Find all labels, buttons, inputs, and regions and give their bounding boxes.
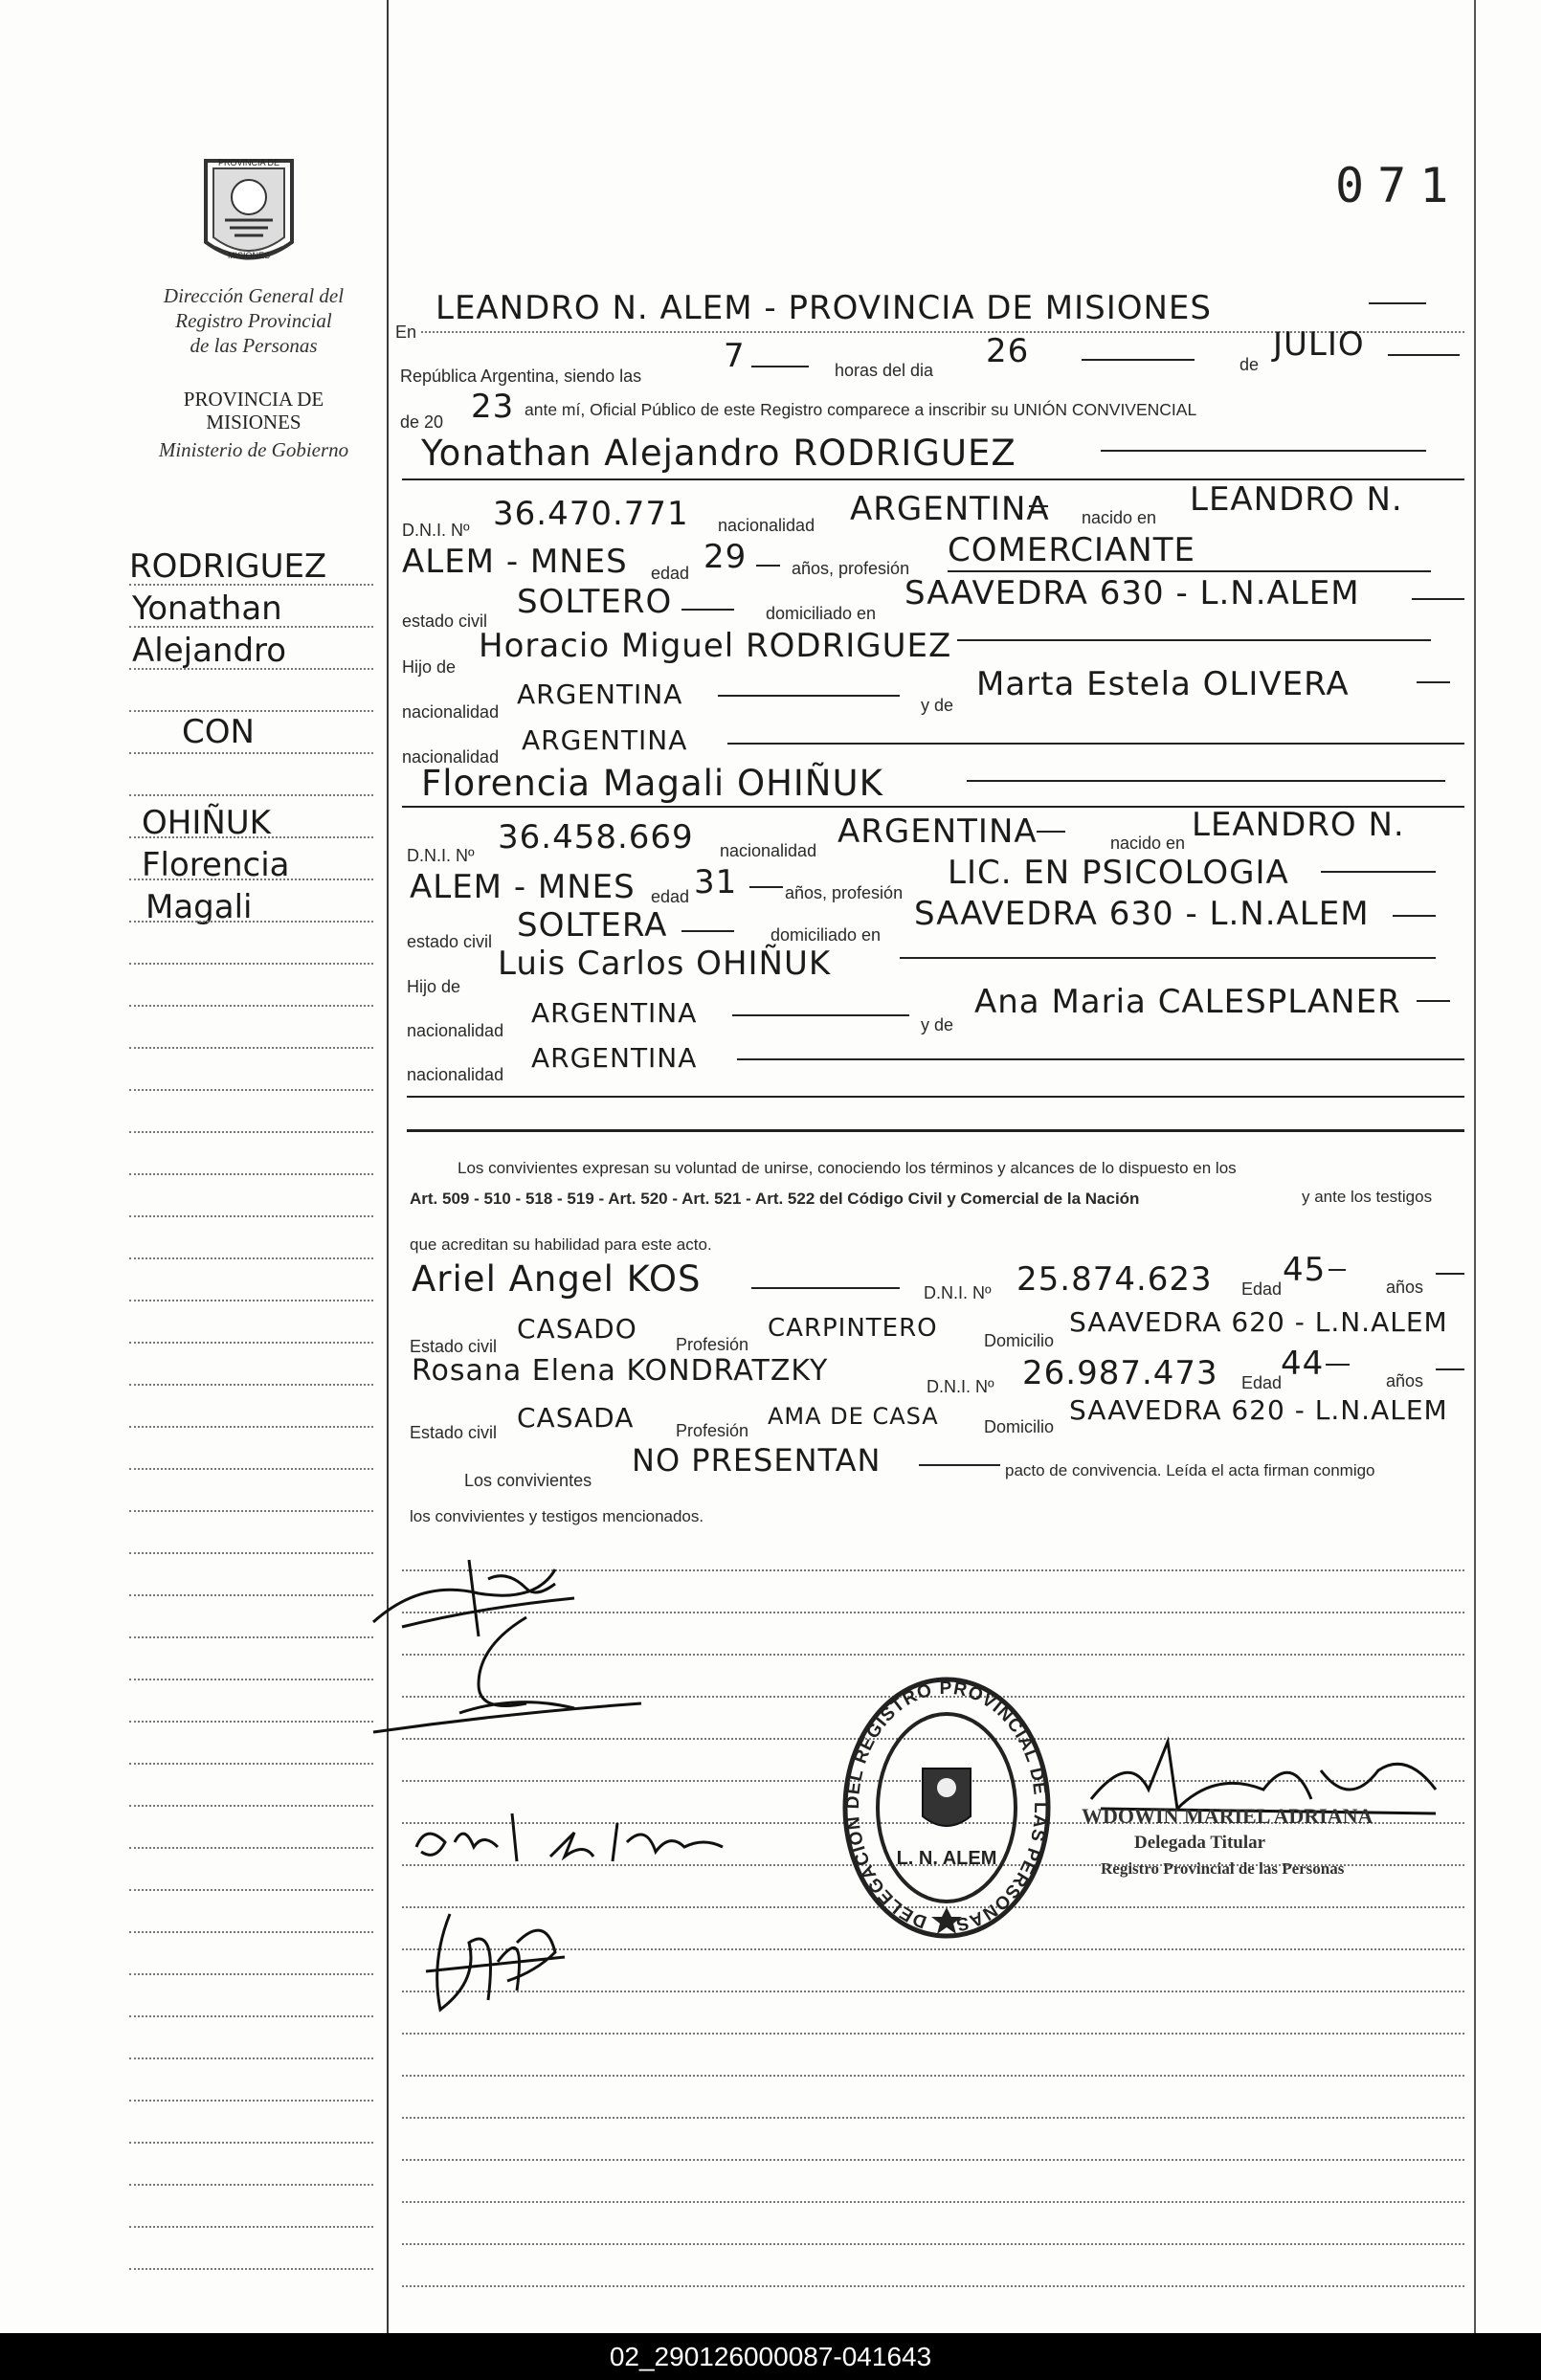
stamp-emblem xyxy=(923,1768,971,1826)
witness1-civil-value: CASADO xyxy=(517,1313,637,1345)
witness1-profession-value: CARPINTERO xyxy=(768,1314,938,1343)
person2-domicilio-label: domiciliado en xyxy=(770,925,882,945)
person2-address-value: SAAVEDRA 630 - L.N.ALEM xyxy=(914,895,1370,933)
margin-line-surname-2: OHIÑUK xyxy=(142,804,271,842)
person2-father-value: Luis Carlos OHIÑUK xyxy=(498,945,832,983)
agency-name xyxy=(124,283,383,358)
stamp-center-text: L. N. ALEM xyxy=(896,1848,997,1869)
person2-dni-label: D.N.I. Nº xyxy=(407,846,475,865)
person1-father-nac-label: nacionalidad xyxy=(402,702,500,722)
signature-witness-2 xyxy=(421,1904,574,2029)
signature-party-2 xyxy=(364,1608,651,1742)
person2-birthplace-1: LEANDRO N. xyxy=(1192,806,1405,844)
witness1-address-value: SAAVEDRA 620 - L.N.ALEM xyxy=(1069,1306,1448,1338)
declaration-line-2-tail: y ante los testigos xyxy=(1302,1188,1433,1206)
province-name xyxy=(124,388,383,434)
ministry-name: Ministerio de Gobierno xyxy=(158,438,349,461)
person2-profession-value: LIC. EN PSICOLOGIA xyxy=(948,854,1289,892)
official-office: Registro Provincial de las Personas xyxy=(1101,1859,1345,1878)
seal-text-top: PROVINCIA DE xyxy=(217,158,280,167)
hour-value: 7 xyxy=(724,337,746,375)
person1-father-nationality: ARGENTINA xyxy=(517,678,683,710)
person1-mother-value: Marta Estela OLIVERA xyxy=(976,665,1350,703)
person2-civil-value: SOLTERA xyxy=(517,906,668,945)
seal-text-bottom: MISIONES xyxy=(227,251,271,260)
person1-birthplace-1: LEANDRO N. xyxy=(1190,480,1403,519)
month-value: JULIO xyxy=(1273,325,1365,364)
witness1-estado-label: Estado civil xyxy=(410,1337,498,1356)
person1-edad-label: edad xyxy=(651,564,690,583)
province-line-2: MISIONES xyxy=(206,411,302,434)
witness1-dni-value: 25.874.623 xyxy=(1016,1260,1213,1299)
stamp-ring-text: DELEGACION DEL REGISTRO PROVINCIAL DE LAS PERSONAS xyxy=(842,1678,1051,1935)
person1-mother-nationality: ARGENTINA xyxy=(522,724,688,756)
witness2-address-value: SAAVEDRA 620 - L.N.ALEM xyxy=(1069,1394,1448,1426)
agency-line-2: Registro Provincial xyxy=(175,309,332,332)
closing-suffix: pacto de convivencia. Leída el acta firman conmigo xyxy=(1005,1461,1375,1479)
de-label: de xyxy=(1240,355,1260,374)
official-title: Delegada Titular xyxy=(1134,1833,1266,1853)
coat-of-arms-seal xyxy=(187,151,311,276)
witness2-domicilio-label: Domicilio xyxy=(984,1417,1055,1436)
witness2-anios-label: años xyxy=(1386,1371,1424,1390)
pact-answer: NO PRESENTAN xyxy=(632,1442,882,1479)
signature-official xyxy=(1072,1732,1455,1847)
person1-nacido-label: nacido en xyxy=(1082,508,1157,527)
province-line-1: PROVINCIA DE xyxy=(183,388,324,411)
person1-full-name: Yonathan Alejandro RODRIGUEZ xyxy=(421,433,1016,474)
margin-line-name-2: Alejandro xyxy=(132,632,287,670)
person1-age-value: 29 xyxy=(704,538,748,576)
person2-profesion-label: años, profesión xyxy=(785,883,904,902)
witness1-age-value: 45 xyxy=(1283,1251,1327,1289)
place-value: LEANDRO N. ALEM - PROVINCIA DE MISIONES xyxy=(436,292,1212,324)
person1-y-de-label: y de xyxy=(921,696,954,715)
person1-address-value: SAAVEDRA 630 - L.N.ALEM xyxy=(904,574,1360,612)
person1-nacionalidad-label: nacionalidad xyxy=(718,516,815,535)
witness1-dni-label: D.N.I. Nº xyxy=(924,1283,992,1302)
person1-estado-label: estado civil xyxy=(402,612,488,631)
right-border-line xyxy=(1474,0,1476,2333)
intro-text: ante mí, Oficial Público de este Registro comparece a inscribir su UNIÓN CONVIVENCIAL xyxy=(525,400,1197,419)
year-suffix: 23 xyxy=(471,388,515,426)
witness2-age-value: 44 xyxy=(1281,1345,1325,1383)
witness2-profesion-label: Profesión xyxy=(676,1421,749,1440)
agency-line-3: de las Personas xyxy=(190,334,318,357)
person2-age-value: 31 xyxy=(694,863,738,901)
person2-father-nac-label: nacionalidad xyxy=(407,1021,504,1040)
page-number: 071 xyxy=(1335,158,1463,213)
margin-line-name-3: Florencia xyxy=(142,846,290,884)
witness2-estado-label: Estado civil xyxy=(410,1423,498,1442)
horas-label: horas del dia xyxy=(835,361,934,380)
witness2-civil-value: CASADA xyxy=(517,1402,635,1434)
person2-edad-label: edad xyxy=(651,887,690,906)
person2-nacido-label: nacido en xyxy=(1110,834,1186,853)
witness1-edad-label: Edad xyxy=(1241,1279,1283,1299)
agency-line-1: Dirección General del xyxy=(163,284,345,307)
person1-domicilio-label: domiciliado en xyxy=(766,604,877,623)
en-label: En xyxy=(395,323,417,342)
person2-mother-nationality: ARGENTINA xyxy=(531,1042,698,1074)
signature-witness-1 xyxy=(407,1804,751,1880)
witness1-anios-label: años xyxy=(1386,1278,1424,1297)
person2-estado-label: estado civil xyxy=(407,932,493,951)
republica-label: República Argentina, siendo las xyxy=(400,367,642,386)
person1-birthplace-2: ALEM - MNES xyxy=(402,543,628,581)
declaration-line-3: que acreditan su habilidad para este acto. xyxy=(410,1235,712,1254)
margin-line-name-1: Yonathan xyxy=(132,589,282,628)
witness2-dni-label: D.N.I. Nº xyxy=(927,1377,994,1396)
witness2-edad-label: Edad xyxy=(1241,1373,1283,1392)
margin-line-con: CON xyxy=(182,713,255,751)
person1-father-value: Horacio Miguel RODRIGUEZ xyxy=(479,627,952,665)
person1-dni-label: D.N.I. Nº xyxy=(402,521,470,540)
closing-line-2: los convivientes y testigos mencionados. xyxy=(410,1507,704,1525)
declaration-line-1: Los convivientes expresan su voluntad de unirse, conociendo los términos y alcances de lo dispuesto en los xyxy=(458,1159,1237,1177)
person2-dni-value: 36.458.669 xyxy=(498,818,694,856)
person2-mother-value: Ana Maria CALESPLANER xyxy=(974,983,1401,1021)
margin-line-name-4: Magali xyxy=(145,888,253,926)
year-prefix: de 20 xyxy=(400,412,444,432)
person2-mother-nac-label: nacionalidad xyxy=(407,1065,504,1084)
person1-civil-value: SOLTERO xyxy=(517,583,673,621)
document-footer-code: 02_290126000087-041643 xyxy=(0,2333,1541,2380)
person1-profession-value: COMERCIANTE xyxy=(948,531,1195,569)
person2-birthplace-2: ALEM - MNES xyxy=(410,868,636,906)
person2-y-de-label: y de xyxy=(921,1015,954,1034)
margin-line-surname-1: RODRIGUEZ xyxy=(129,547,327,586)
person1-mother-nac-label: nacionalidad xyxy=(402,747,500,767)
person2-nationality-value: ARGENTINA xyxy=(838,812,1038,851)
person2-father-nationality: ARGENTINA xyxy=(531,997,698,1029)
person2-hijo-label: Hijo de xyxy=(407,977,461,996)
closing-prefix: Los convivientes xyxy=(464,1471,592,1490)
witness1-name: Ariel Angel KOS xyxy=(412,1258,702,1300)
declaration-articles: Art. 509 - 510 - 518 - 519 - Art. 520 - Art. 521 - Art. 522 del Código Civil y Comercial de la Nación xyxy=(410,1190,1140,1208)
margin-divider-line xyxy=(387,0,389,2333)
witness1-domicilio-label: Domicilio xyxy=(984,1331,1055,1350)
registry-stamp xyxy=(840,1673,1053,1943)
witness1-profesion-label: Profesión xyxy=(676,1335,749,1354)
person2-nacionalidad-label: nacionalidad xyxy=(720,841,817,860)
day-value: 26 xyxy=(986,332,1030,370)
official-name: WDOWIN MARIEL ADRIANA xyxy=(1082,1804,1374,1828)
person2-full-name: Florencia Magali OHIÑUK xyxy=(421,763,883,804)
witness2-profession-value: AMA DE CASA xyxy=(768,1403,939,1430)
person1-profesion-label: años, profesión xyxy=(792,559,910,578)
witness2-dni-value: 26.987.473 xyxy=(1022,1354,1218,1392)
person1-nationality-value: ARGENTINA xyxy=(850,490,1050,528)
person1-hijo-label: Hijo de xyxy=(402,657,457,677)
person1-dni-value: 36.470.771 xyxy=(493,495,689,533)
witness2-name: Rosana Elena KONDRATZKY xyxy=(412,1354,829,1388)
